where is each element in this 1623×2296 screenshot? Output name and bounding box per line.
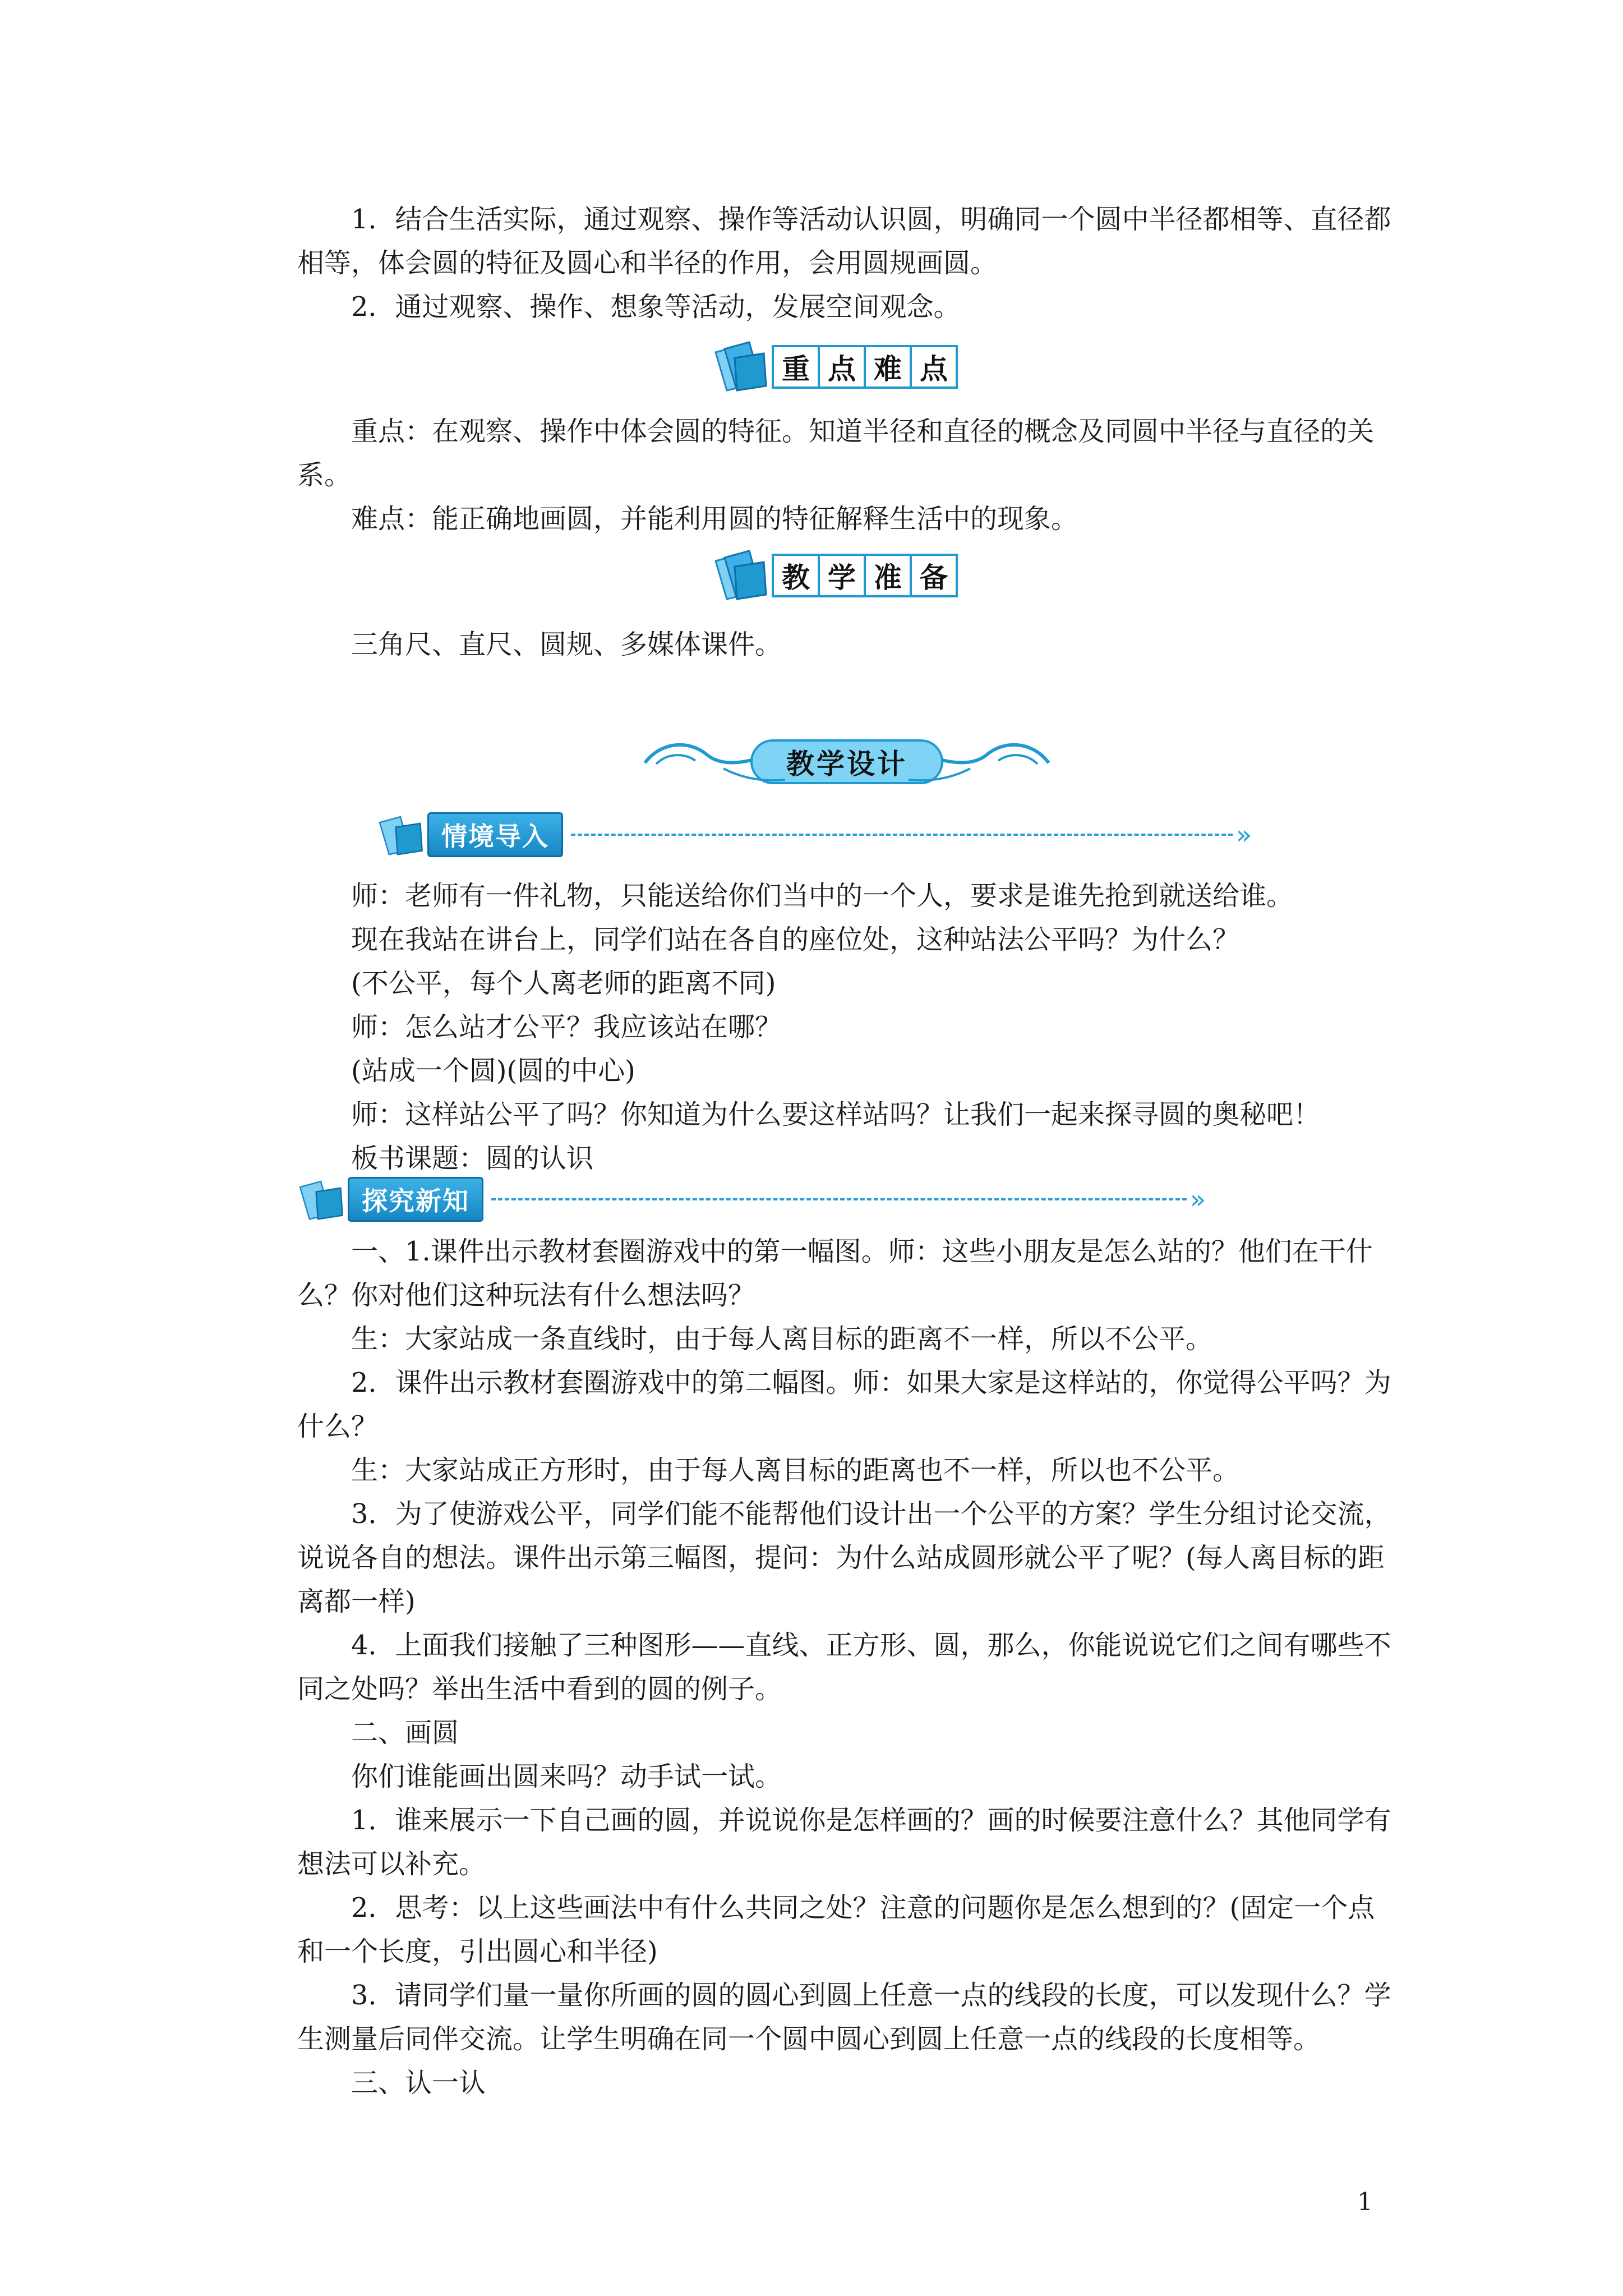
paragraph: 板书课题：圆的认识 — [351, 1143, 594, 1174]
paragraph: 师：老师有一件礼物，只能送给你们当中的一个人，要求是谁先抢到就送给谁。 — [351, 880, 1294, 912]
paragraph: 现在我站在讲台上，同学们站在各自的座位处，这种站法公平吗？为什么？ — [351, 924, 1240, 955]
paragraph: (站成一个圆)(圆的中心) — [351, 1055, 635, 1087]
folder-icon — [297, 1177, 344, 1221]
badge-char: 备 — [910, 554, 958, 597]
paragraph: 2．课件出示教材套圈游戏中的第二幅图。师：如果大家是这样站的，你觉得公平吗？为什么？ — [297, 1367, 1391, 1442]
folder-icon — [712, 341, 768, 393]
dashed-rule — [491, 1198, 1187, 1200]
section-explore-header — [297, 1177, 1198, 1222]
paragraph: (不公平，每个人离老师的距离不同) — [351, 968, 776, 999]
paragraph: 一、1.课件出示教材套圈游戏中的第一幅图。师：这些小朋友是怎么站的？他们在干什么？你对他们这种玩法有什么想法吗？ — [297, 1236, 1373, 1311]
section-tag: 情境导入 — [427, 812, 563, 857]
paragraph: 3．为了使游戏公平，同学们能不能帮他们设计出一个公平的方案？学生分组讨论交流，说说各自的想法。课件出示第三幅图，提问：为什么站成圆形就公平了呢？(每人离目标的距离都一样) — [297, 1498, 1391, 1617]
badge-char: 难 — [864, 345, 912, 389]
paragraph: 生：大家站成正方形时，由于每人离目标的距离也不一样，所以也不公平。 — [351, 1455, 1240, 1486]
difficulty-point: 难点：能正确地画圆，并能利用圆的特征解释生活中的现象。 — [351, 503, 1078, 535]
objectives-block — [297, 197, 1396, 329]
double-chevron-icon: » — [1236, 820, 1244, 850]
section-tag: 探究新知 — [348, 1177, 483, 1222]
key-difficulty-badge — [712, 341, 956, 393]
page-number: 1 — [1357, 2188, 1373, 2216]
paragraph: 2．思考：以上这些画法中有什么共同之处？注意的问题你是怎么想到的？(固定一个点和一个长度，引出圆心和半径) — [297, 1892, 1375, 1967]
section-explore-text — [297, 1230, 1396, 2105]
badge-char: 教 — [772, 554, 820, 597]
paragraph: 师：这样站公平了吗？你知道为什么要这样站吗？让我们一起来探寻圆的奥秘吧！ — [351, 1099, 1321, 1130]
section-situation-text — [297, 874, 1396, 1180]
paragraph: 生：大家站成一条直线时，由于每人离目标的距离不一样，所以不公平。 — [351, 1323, 1213, 1355]
paragraph: 三、认一认 — [351, 2067, 486, 2099]
paragraph: 师：怎么站才公平？我应该站在哪？ — [351, 1011, 782, 1043]
key-point: 重点：在观察、操作中体会圆的特征。知道半径和直径的概念及同圆中半径与直径的关系。 — [297, 416, 1375, 491]
folder-icon — [377, 813, 424, 857]
paragraph: 二、画圆 — [351, 1717, 459, 1749]
badge-char: 准 — [864, 554, 912, 597]
paragraph: 你们谁能画出圆来吗？动手试一试。 — [351, 1761, 782, 1792]
badge-char: 重 — [772, 345, 820, 389]
prep-block — [297, 623, 1396, 666]
objective-2: 2．通过观察、操作、想象等活动，发展空间观念。 — [351, 291, 961, 323]
badge-char: 学 — [818, 554, 866, 597]
badge-char: 点 — [910, 345, 958, 389]
paragraph: 4．上面我们接触了三种图形——直线、正方形、圆，那么，你能说说它们之间有哪些不同之处吗？举出生活中看到的圆的例子。 — [297, 1630, 1391, 1705]
section-situation-header — [377, 812, 1244, 857]
design-title: 教学设计 — [786, 748, 907, 780]
teaching-prep-badge — [712, 550, 956, 601]
prep-text: 三角尺、直尺、圆规、多媒体课件。 — [351, 629, 782, 660]
folder-icon — [712, 550, 768, 601]
double-chevron-icon: » — [1190, 1184, 1198, 1214]
badge-char: 点 — [818, 345, 866, 389]
key-points-block — [297, 409, 1396, 541]
design-banner — [639, 729, 1054, 791]
paragraph: 3．请同学们量一量你所画的圆的圆心到圆上任意一点的线段的长度，可以发现什么？学生测量后同伴交流。让学生明确在同一个圆中圆心到圆上任意一点的线段的长度相等。 — [297, 1980, 1391, 2055]
objective-1: 1．结合生活实际，通过观察、操作等活动认识圆，明确同一个圆中半径都相等、直径都相等，体会圆的特征及圆心和半径的作用，会用圆规画圆。 — [297, 204, 1391, 279]
dashed-rule — [571, 834, 1233, 836]
paragraph: 1．谁来展示一下自己画的圆，并说说你是怎样画的？画的时候要注意什么？其他同学有想法可以补充。 — [297, 1805, 1391, 1880]
